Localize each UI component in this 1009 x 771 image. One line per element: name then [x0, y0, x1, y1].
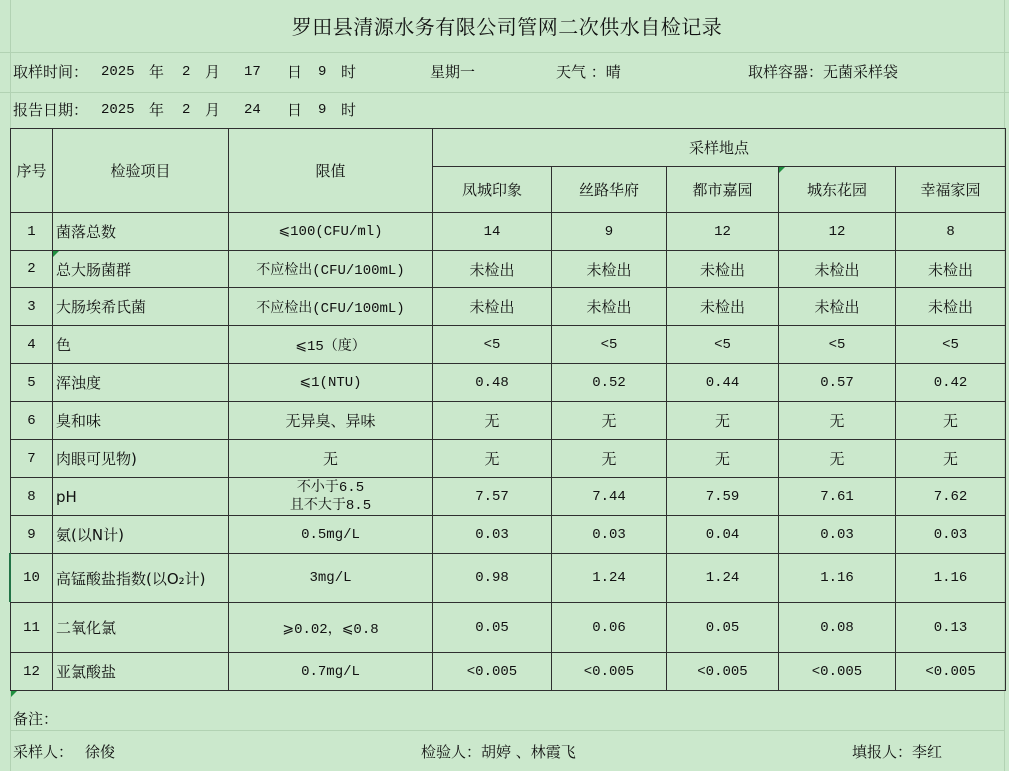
row-number-cell[interactable]: 4 [11, 326, 53, 364]
site-value-cell[interactable]: 未检出 [667, 251, 779, 288]
site-value-cell[interactable]: 12 [667, 213, 779, 251]
sample-month[interactable]: 2 [182, 64, 191, 80]
limit-cell[interactable]: 0.7mg/L [229, 653, 433, 691]
report-year[interactable]: 2025 [101, 102, 135, 118]
report-date-label: 报告日期： [13, 101, 89, 119]
test-item-cell[interactable]: 氨(以N计) [53, 516, 229, 554]
row-number-cell[interactable]: 11 [11, 603, 53, 653]
table-row [11, 440, 1006, 478]
site-value-cell[interactable]: <0.005 [667, 653, 779, 691]
test-item-cell[interactable]: 总大肠菌群 [53, 251, 229, 288]
site-header-cell[interactable]: 丝路华府 [552, 167, 667, 213]
site-value-cell[interactable]: <0.005 [433, 653, 552, 691]
site-value-cell[interactable]: 无 [779, 440, 896, 478]
table-row [11, 326, 1006, 364]
report-hour-unit: 时 [341, 101, 357, 119]
site-value-cell[interactable]: 未检出 [433, 251, 552, 288]
limit-cell[interactable]: 不应检出(CFU/100mL) [229, 288, 433, 326]
site-value-cell[interactable]: 0.42 [896, 364, 1006, 402]
limit-cell[interactable]: 无 [229, 440, 433, 478]
table-row [11, 213, 1006, 251]
site-value-cell[interactable]: 未检出 [896, 288, 1006, 326]
limit-cell[interactable]: 0.5mg/L [229, 516, 433, 554]
remarks-label[interactable]: 备注： [13, 710, 59, 728]
site-value-cell[interactable]: 7.44 [552, 478, 667, 516]
table-row [11, 364, 1006, 402]
report-day[interactable]: 24 [244, 102, 261, 118]
table-row [11, 554, 1006, 603]
site-header-cell[interactable]: 城东花园 [779, 167, 896, 213]
site-value-cell[interactable]: 未检出 [552, 288, 667, 326]
test-item-cell[interactable]: 大肠埃希氏菌 [53, 288, 229, 326]
site-value-cell[interactable]: 7.57 [433, 478, 552, 516]
site-value-cell[interactable]: 1.16 [896, 554, 1006, 603]
sample-month-unit: 月 [205, 63, 221, 81]
sample-day-unit: 日 [287, 63, 303, 81]
site-value-cell[interactable]: 0.44 [667, 364, 779, 402]
test-item-cell[interactable]: 菌落总数 [53, 213, 229, 251]
site-value-cell[interactable]: <5 [896, 326, 1006, 364]
test-item-cell[interactable]: 臭和味 [53, 402, 229, 440]
limit-line: 不小于6.5 [296, 479, 365, 496]
test-item-cell[interactable]: pH [53, 478, 229, 516]
site-value-cell[interactable]: 0.48 [433, 364, 552, 402]
limit-cell[interactable]: 无异臭、异味 [229, 402, 433, 440]
row-number-cell[interactable]: 6 [11, 402, 53, 440]
sample-hour-unit: 时 [341, 63, 357, 81]
report-hour[interactable]: 9 [318, 102, 327, 118]
page-title[interactable]: 罗田县清源水务有限公司管网二次供水自检记录 [291, 15, 723, 39]
table-row [11, 516, 1006, 554]
test-item-cell[interactable]: 亚氯酸盐 [53, 653, 229, 691]
site-value-cell[interactable]: 0.03 [896, 516, 1006, 554]
site-value-cell[interactable]: 0.05 [667, 603, 779, 653]
site-value-cell[interactable]: 1.24 [667, 554, 779, 603]
limit-cell[interactable]: 3mg/L [229, 554, 433, 603]
table-row [11, 288, 1006, 326]
sample-container[interactable]: 取样容器：无菌采样袋 [748, 63, 899, 81]
header-index[interactable]: 序号 [11, 129, 53, 213]
error-indicator-icon [11, 691, 17, 697]
sample-year-unit: 年 [149, 63, 165, 81]
site-value-cell[interactable]: 14 [433, 213, 552, 251]
site-value-cell[interactable]: 0.06 [552, 603, 667, 653]
test-item-cell[interactable]: 色 [53, 326, 229, 364]
site-value-cell[interactable]: 无 [433, 440, 552, 478]
site-value-cell[interactable]: 未检出 [779, 251, 896, 288]
table-row [11, 478, 1006, 516]
sampler-label: 采样人： [13, 743, 74, 761]
site-header-cell[interactable]: 凤城印象 [433, 167, 552, 213]
site-value-cell[interactable]: 0.03 [433, 516, 552, 554]
row-number-cell[interactable]: 7 [11, 440, 53, 478]
limit-cell[interactable]: ⩽15（度） [229, 326, 433, 364]
site-value-cell[interactable]: <0.005 [552, 653, 667, 691]
report-month[interactable]: 2 [182, 102, 191, 118]
inspection-table [10, 128, 1006, 691]
site-value-cell[interactable]: <5 [552, 326, 667, 364]
site-value-cell[interactable]: 0.03 [779, 516, 896, 554]
table-row [11, 653, 1006, 691]
sample-time-row [0, 52, 1009, 92]
error-indicator-icon [779, 167, 785, 173]
site-value-cell[interactable]: 未检出 [433, 288, 552, 326]
row-number-cell[interactable]: 1 [11, 213, 53, 251]
report-day-unit: 日 [287, 101, 303, 119]
site-value-cell[interactable]: 0.98 [433, 554, 552, 603]
inspector[interactable]: 检验人：胡婷 、林霞飞 [421, 743, 576, 761]
row-number-cell[interactable]: 10 [11, 554, 53, 603]
site-value-cell[interactable]: 7.62 [896, 478, 1006, 516]
site-value-cell[interactable]: 未检出 [667, 288, 779, 326]
row-number-cell[interactable]: 8 [11, 478, 53, 516]
header-row [11, 129, 1006, 167]
site-value-cell[interactable]: <5 [779, 326, 896, 364]
sample-year[interactable]: 2025 [101, 64, 135, 80]
gridline [10, 730, 1005, 731]
sample-hour[interactable]: 9 [318, 64, 327, 80]
site-value-cell[interactable]: 0.04 [667, 516, 779, 554]
error-indicator-icon [53, 251, 59, 257]
site-value-cell[interactable]: 0.08 [779, 603, 896, 653]
site-header-cell[interactable]: 都市嘉园 [667, 167, 779, 213]
weekday[interactable]: 星期一 [430, 63, 476, 81]
site-value-cell[interactable]: <0.005 [896, 653, 1006, 691]
limit-cell[interactable]: ⩽1(NTU) [229, 364, 433, 402]
header-test-item[interactable]: 检验项目 [53, 129, 229, 213]
site-value-cell[interactable]: 未检出 [552, 251, 667, 288]
sample-day[interactable]: 17 [244, 64, 261, 80]
site-value-cell[interactable]: 无 [896, 440, 1006, 478]
site-value-cell[interactable]: 无 [667, 440, 779, 478]
site-value-cell[interactable]: 未检出 [896, 251, 1006, 288]
site-value-cell[interactable]: <0.005 [779, 653, 896, 691]
limit-line: 且不大于8.5 [289, 497, 372, 514]
row-number-cell[interactable]: 5 [11, 364, 53, 402]
test-item-cell[interactable]: 二氧化氯 [53, 603, 229, 653]
site-value-cell[interactable]: 未检出 [779, 288, 896, 326]
test-item-cell[interactable]: 浑浊度 [53, 364, 229, 402]
row-number-cell[interactable]: 9 [11, 516, 53, 554]
selection-indicator [9, 553, 11, 602]
site-value-cell[interactable]: 8 [896, 213, 1006, 251]
site-value-cell[interactable]: 0.57 [779, 364, 896, 402]
site-value-cell[interactable]: 0.03 [552, 516, 667, 554]
table-row [11, 402, 1006, 440]
site-value-cell[interactable]: 无 [667, 402, 779, 440]
site-value-cell[interactable]: 无 [779, 402, 896, 440]
site-value-cell[interactable]: 无 [552, 402, 667, 440]
row-number-cell[interactable]: 2 [11, 251, 53, 288]
site-value-cell[interactable]: 无 [552, 440, 667, 478]
site-value-cell[interactable]: 1.16 [779, 554, 896, 603]
site-value-cell[interactable]: 12 [779, 213, 896, 251]
limit-cell[interactable]: ⩽100(CFU/ml) [229, 213, 433, 251]
site-value-cell[interactable]: 0.52 [552, 364, 667, 402]
site-value-cell[interactable]: 0.13 [896, 603, 1006, 653]
report-month-unit: 月 [205, 101, 221, 119]
site-value-cell[interactable]: <5 [433, 326, 552, 364]
limit-cell[interactable]: 不应检出(CFU/100mL) [229, 251, 433, 288]
header-sampling-sites[interactable]: 采样地点 [433, 129, 1006, 167]
sampler-name[interactable]: 徐俊 [85, 743, 116, 761]
sample-time-label: 取样时间： [13, 63, 89, 81]
site-value-cell[interactable]: 9 [552, 213, 667, 251]
test-item-cell[interactable]: 高锰酸盐指数(以O₂计) [53, 554, 229, 603]
report-year-unit: 年 [149, 101, 165, 119]
site-value-cell[interactable]: 7.59 [667, 478, 779, 516]
row-number-cell[interactable]: 3 [11, 288, 53, 326]
site-value-cell[interactable]: 无 [896, 402, 1006, 440]
row-number-cell[interactable]: 12 [11, 653, 53, 691]
limit-cell[interactable] [229, 478, 433, 516]
header-limit[interactable]: 限值 [229, 129, 433, 213]
report-date-row [0, 92, 1009, 128]
test-item-cell[interactable]: 肉眼可见物) [53, 440, 229, 478]
site-value-cell[interactable]: 1.24 [552, 554, 667, 603]
table-row [11, 603, 1006, 653]
site-value-cell[interactable]: 无 [433, 402, 552, 440]
table-row [11, 251, 1006, 288]
site-value-cell[interactable]: 0.05 [433, 603, 552, 653]
weather[interactable]: 天气 ：晴 [556, 63, 621, 81]
site-value-cell[interactable]: <5 [667, 326, 779, 364]
site-header-cell[interactable]: 幸福家园 [896, 167, 1006, 213]
filler[interactable]: 填报人：李红 [852, 743, 943, 761]
limit-cell[interactable]: ⩾0.02，⩽0.8 [229, 603, 433, 653]
site-value-cell[interactable]: 7.61 [779, 478, 896, 516]
